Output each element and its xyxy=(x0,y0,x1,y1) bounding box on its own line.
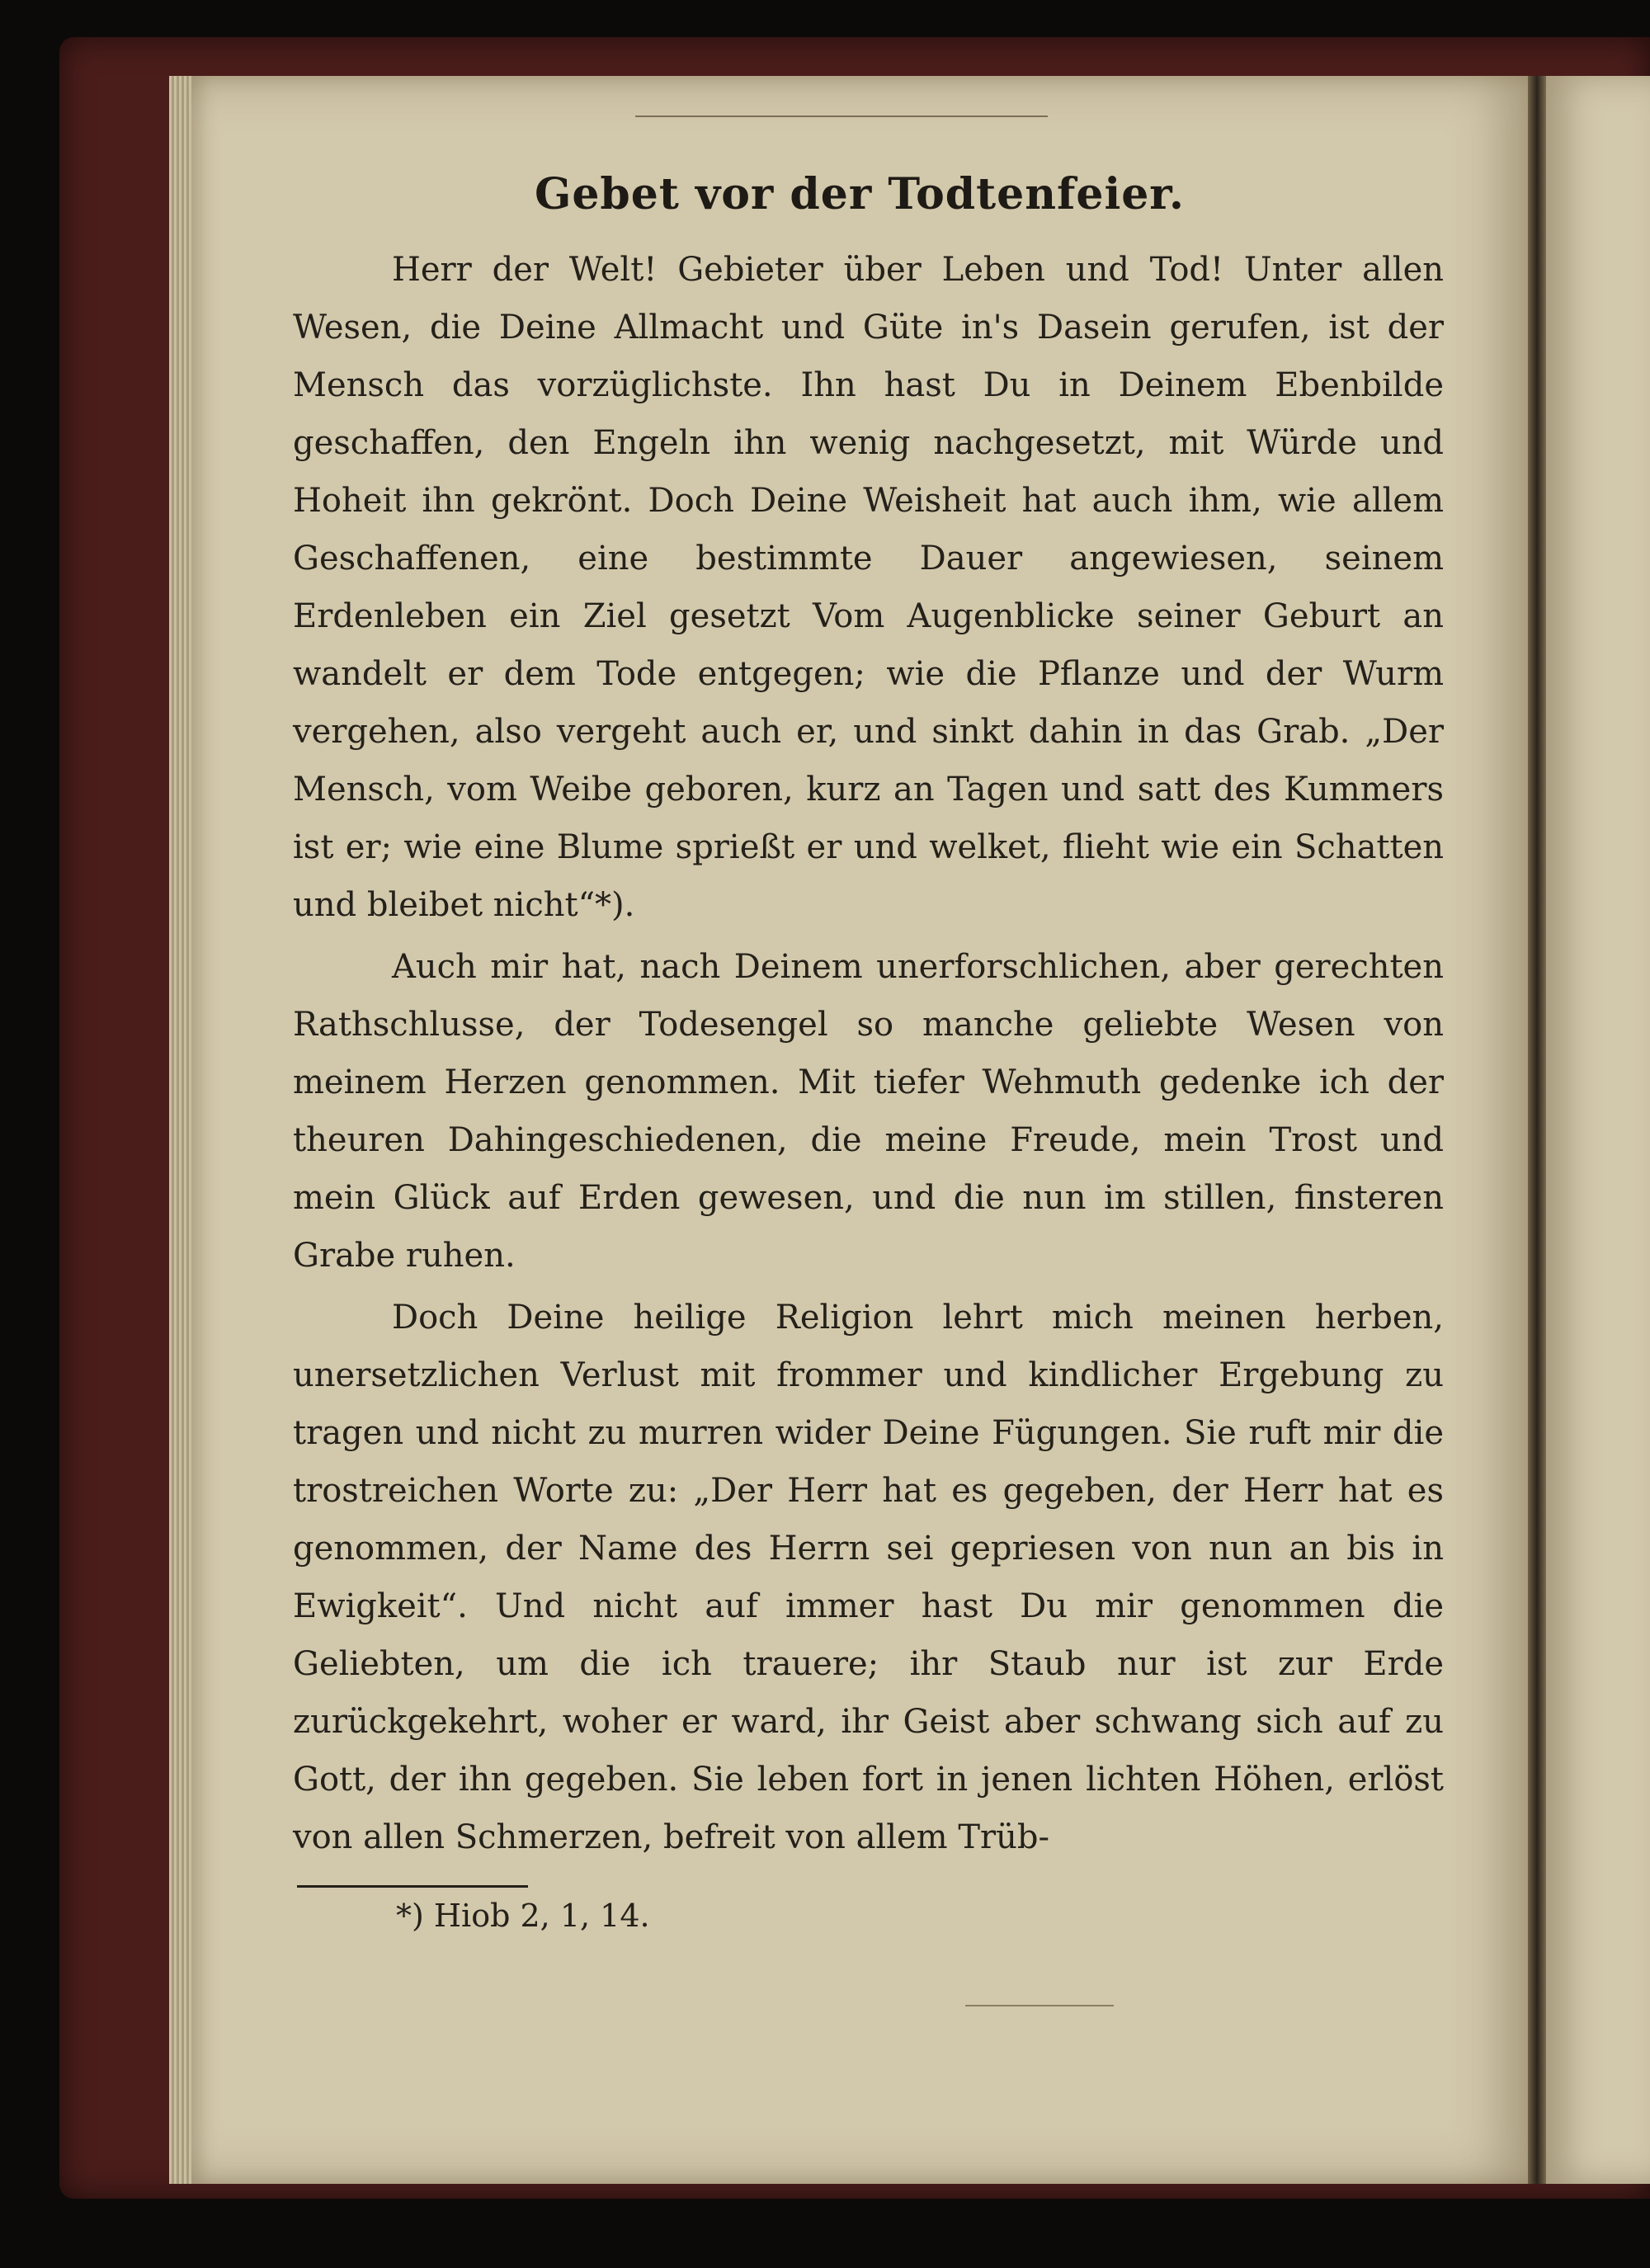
next-page-edge xyxy=(1546,76,1650,2184)
body-text xyxy=(293,241,1444,1866)
footnote: *) Hiob 2, 1, 14. xyxy=(396,1898,650,1934)
paragraph-3: Doch Deine heilige Religion lehrt mich meinen herben, unersetzlichen Verlust mit frommer und kindlicher Ergebung zu tragen und nicht zu murren wider Deine Fügungen. Sie ruft mir die trostreichen Worte zu: „Der Herr hat es gegeben, der Herr hat es genommen, der Name des Herrn sei gepriesen von nun an bis in Ewigkeit“. Und nicht auf immer hast Du mir genommen die Geliebten, um die ich trauere; ihr Staub nur ist zur Erde zurückgekehrt, woher er ward, ihr Geist aber schwang sich auf zu Gott, der ihn gegeben. Sie leben fort in jenen lichten Höhen, erlöst von allen Schmerzen, befreit von allem Trüb- xyxy=(293,1299,1444,1856)
book-gutter xyxy=(1528,76,1546,2184)
bottom-mark xyxy=(965,2005,1114,2006)
paragraph-2: Auch mir hat, nach Deinem unerforschlichen, aber gerechten Rathschlusse, der Todesengel so manche geliebte Wesen von meinem Herzen genommen. Mit tiefer Wehmuth gedenke ich der theuren Dahingeschiedenen, die meine Freude, mein Trost und mein Glück auf Erden gewesen, und die nun im stillen, finsteren Grabe ruhen. xyxy=(293,948,1444,1275)
top-ornament-rule xyxy=(635,116,1048,117)
paragraph-1: Herr der Welt! Gebieter über Leben und Tod! Unter allen Wesen, die Deine Allmacht und Güte in's Dasein gerufen, ist der Mensch das vorzüglichste. Ihn hast Du in Deinem Ebenbilde geschaffen, den Engeln ihn wenig nachgesetzt, mit Würde und Hoheit ihn gekrönt. Doch Deine Weisheit hat auch ihm, wie allem Geschaffenen, eine bestimmte Dauer angewiesen, seinem Erdenleben ein Ziel gesetzt Vom Augenblicke seiner Geburt an wandelt er dem Tode entgegen; wie die Pflanze und der Wurm vergehen, also vergeht auch er, und sinkt dahin in das Grab. „Der Mensch, vom Weibe geboren, kurz an Tagen und satt des Kummers ist er; wie eine Blume sprießt er und welket, flieht wie ein Schatten und bleibet nicht“*). xyxy=(293,251,1444,924)
footnote-rule xyxy=(297,1885,528,1888)
page-title: Gebet vor der Todtenfeier. xyxy=(534,169,1186,219)
